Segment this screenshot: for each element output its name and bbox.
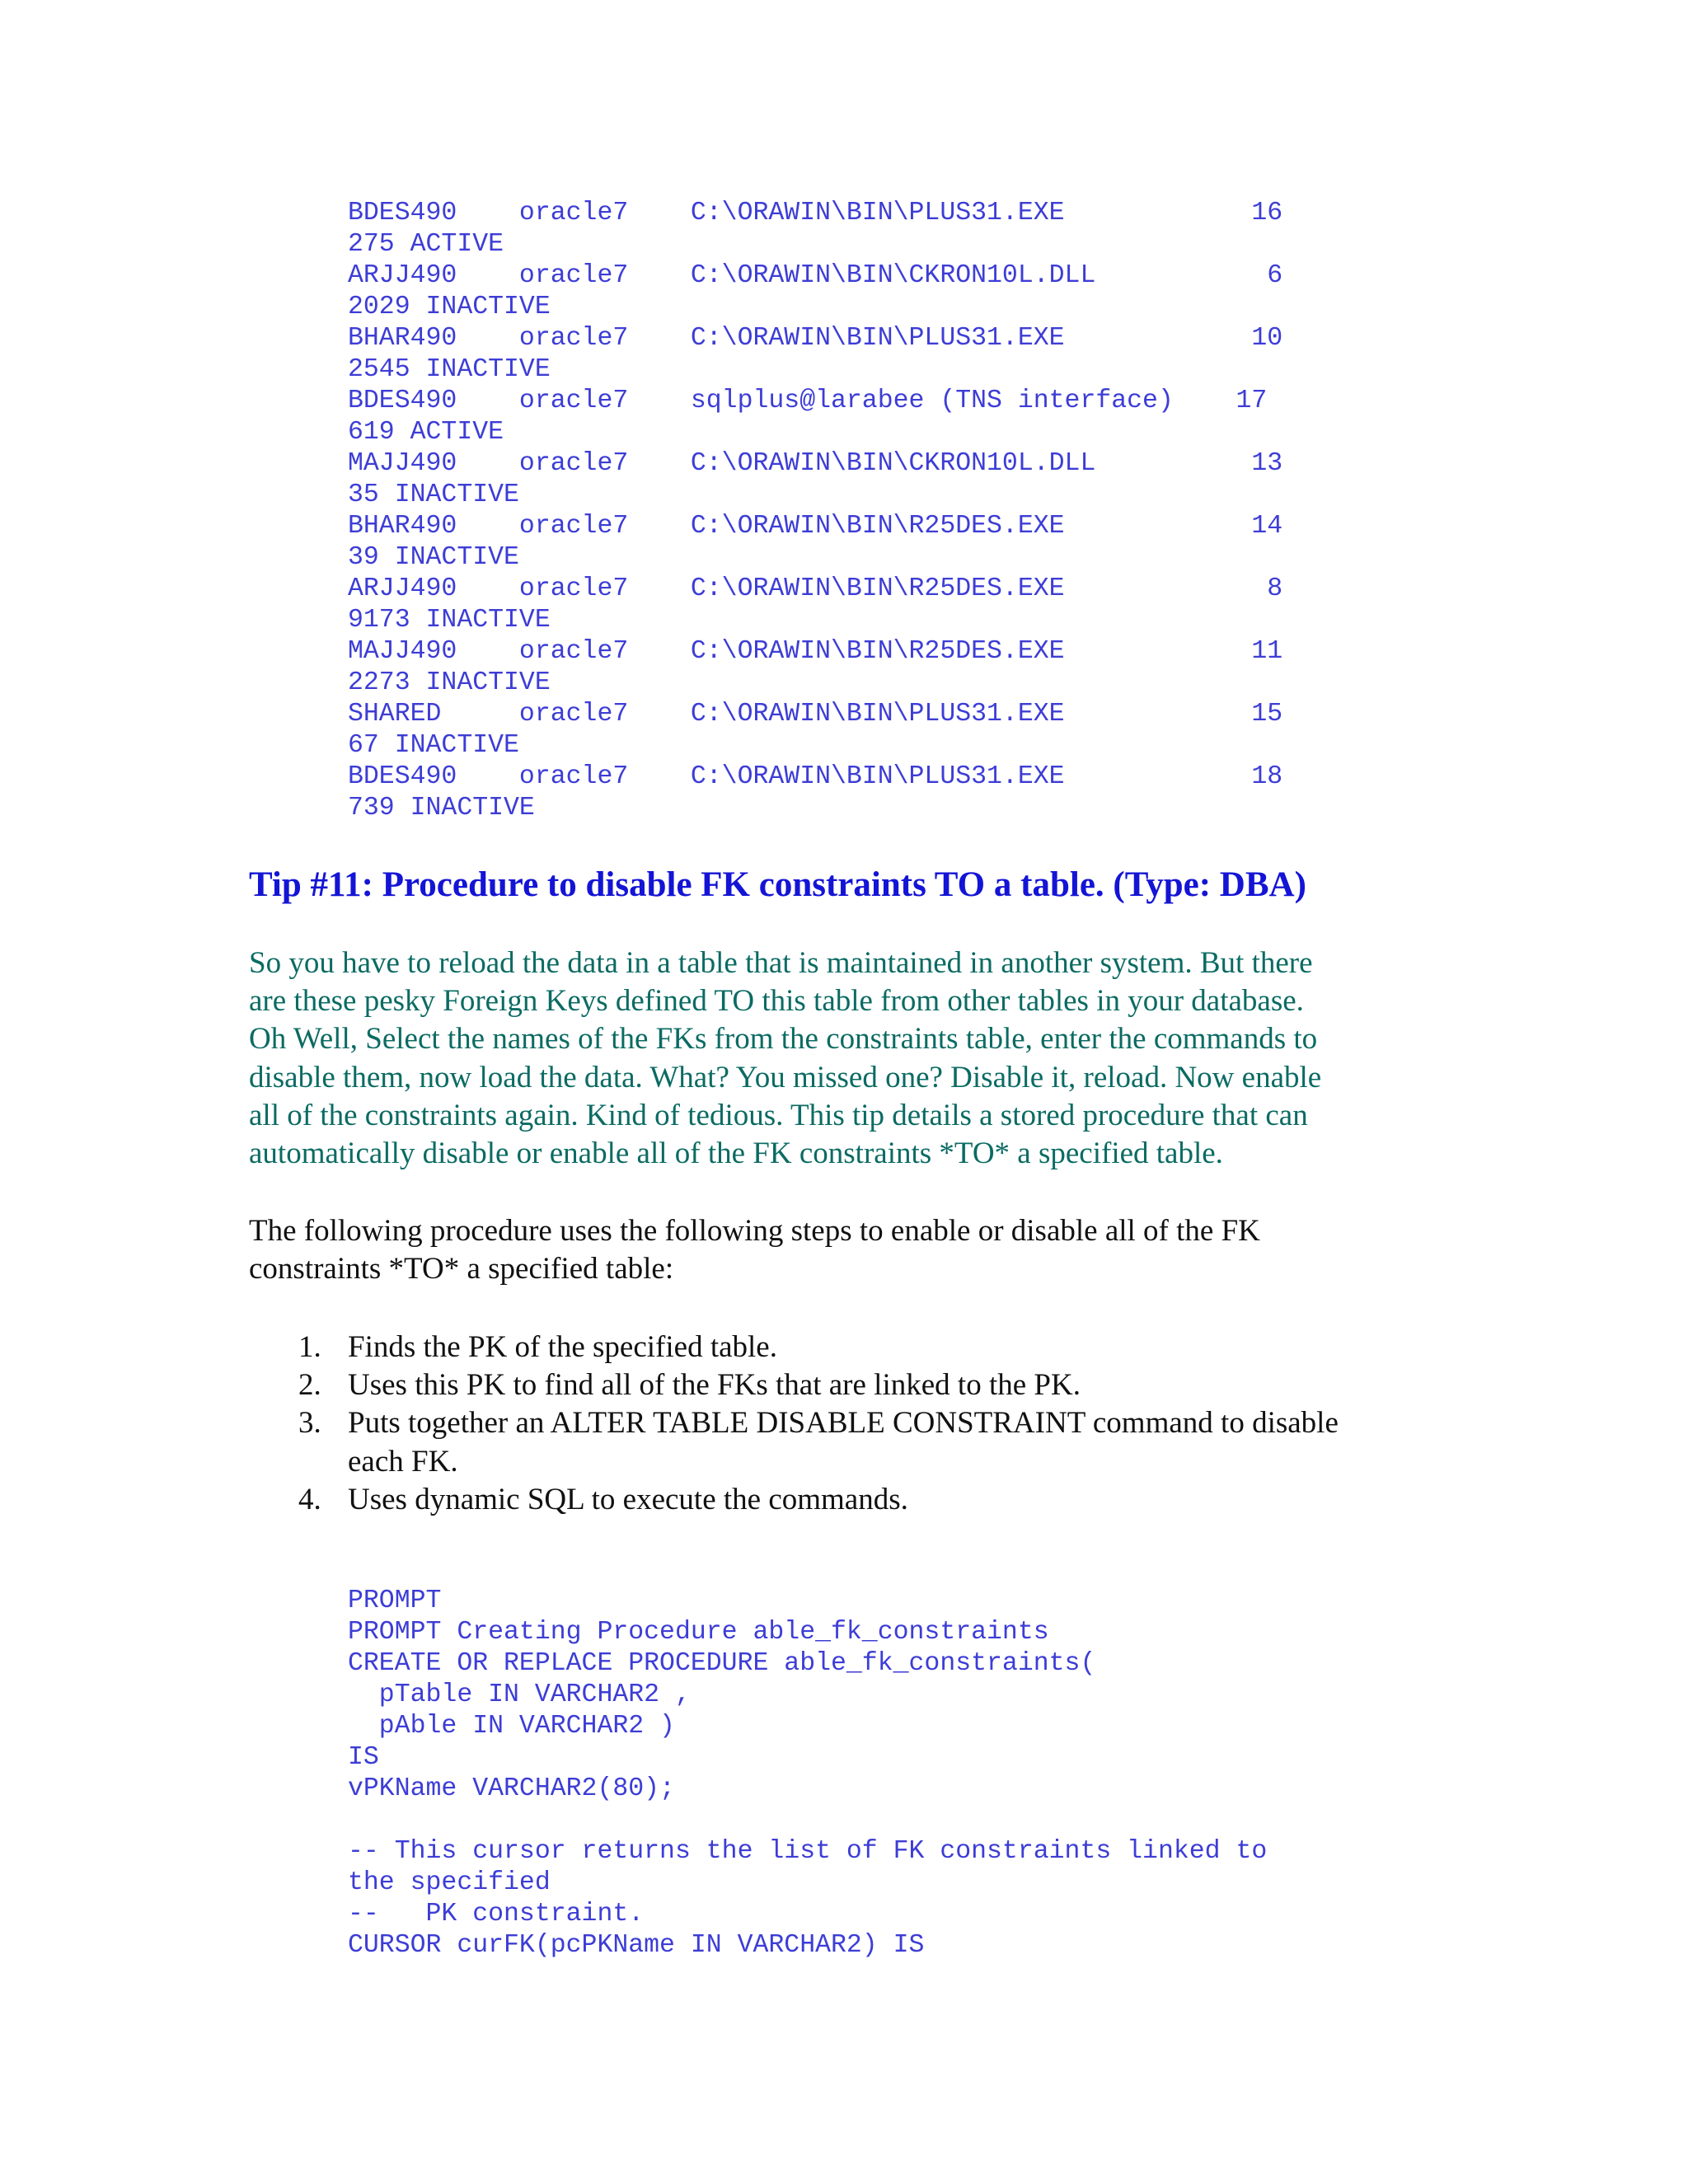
code-line: the specified bbox=[348, 1868, 551, 1897]
tip-heading: Tip #11: Procedure to disable FK constraints TO a table. (Type: DBA) bbox=[249, 865, 1306, 904]
code-line: SHARED oracle7 C:\ORAWIN\BIN\PLUS31.EXE 15 bbox=[348, 700, 1283, 729]
code-line: 2029 INACTIVE bbox=[348, 293, 551, 321]
step-number: 1. bbox=[298, 1330, 321, 1364]
code-line: -- PK constraint. bbox=[348, 1900, 645, 1929]
step-item bbox=[249, 1404, 1452, 1480]
procedure-intro-line: constraints *TO* a specified table: bbox=[249, 1252, 674, 1286]
code-line: -- This cursor returns the list of FK constraints linked to bbox=[348, 1837, 1268, 1866]
step-number: 2. bbox=[298, 1368, 321, 1403]
code-line: 35 INACTIVE bbox=[348, 480, 519, 509]
session-listing-code bbox=[348, 198, 1282, 824]
step-item bbox=[249, 1366, 1452, 1404]
tip-intro-paragraph bbox=[249, 944, 1452, 1173]
step-item bbox=[249, 1329, 1452, 1366]
intro-line: disable them, now load the data. What? You missed one? Disable it, reload. Now enable bbox=[249, 1060, 1322, 1094]
code-line: 2545 INACTIVE bbox=[348, 355, 551, 384]
intro-line: all of the constraints again. Kind of tedious. This tip details a stored procedure that can bbox=[249, 1098, 1308, 1132]
code-line: ARJJ490 oracle7 C:\ORAWIN\BIN\CKRON10L.DLL 6 bbox=[348, 261, 1283, 290]
intro-line: automatically disable or enable all of the FK constraints *TO* a specified table. bbox=[249, 1137, 1223, 1171]
code-line: 275 ACTIVE bbox=[348, 230, 504, 259]
step-number: 3. bbox=[298, 1406, 321, 1441]
code-line: BHAR490 oracle7 C:\ORAWIN\BIN\R25DES.EXE 14 bbox=[348, 512, 1283, 541]
code-line: ARJJ490 oracle7 C:\ORAWIN\BIN\R25DES.EXE 8 bbox=[348, 574, 1283, 603]
step-text: Finds the PK of the specified table. bbox=[348, 1330, 777, 1364]
code-line: BDES490 oracle7 C:\ORAWIN\BIN\PLUS31.EXE 16 bbox=[348, 199, 1283, 227]
code-line: BDES490 oracle7 sqlplus@larabee (TNS interface) 17 bbox=[348, 387, 1268, 415]
code-line: IS bbox=[348, 1743, 379, 1772]
code-line: CURSOR curFK(pcPKName IN VARCHAR2) IS bbox=[348, 1931, 925, 1960]
code-line: MAJJ490 oracle7 C:\ORAWIN\BIN\R25DES.EXE 11 bbox=[348, 637, 1283, 666]
procedure-intro-line: The following procedure uses the following steps to enable or disable all of the FK bbox=[249, 1214, 1260, 1248]
code-line: 9173 INACTIVE bbox=[348, 606, 551, 635]
steps-list bbox=[249, 1329, 1452, 1519]
code-line: CREATE OR REPLACE PROCEDURE able_fk_constraints( bbox=[348, 1649, 1096, 1678]
code-line: 619 ACTIVE bbox=[348, 418, 504, 447]
intro-line: Oh Well, Select the names of the FKs from the constraints table, enter the commands to bbox=[249, 1022, 1318, 1057]
code-line: 67 INACTIVE bbox=[348, 731, 519, 760]
step-text: Uses dynamic SQL to execute the commands. bbox=[348, 1482, 908, 1516]
step-number: 4. bbox=[298, 1482, 321, 1516]
intro-line: So you have to reload the data in a table that is maintained in another system. But there bbox=[249, 946, 1313, 980]
code-line: 739 INACTIVE bbox=[348, 794, 535, 823]
code-line: vPKName VARCHAR2(80); bbox=[348, 1774, 675, 1803]
intro-line: are these pesky Foreign Keys defined TO this table from other tables in your database. bbox=[249, 984, 1304, 1019]
step-text: each FK. bbox=[348, 1444, 458, 1479]
code-line: pTable IN VARCHAR2 , bbox=[348, 1680, 691, 1709]
procedure-source-code bbox=[348, 1586, 1267, 1961]
code-line: MAJJ490 oracle7 C:\ORAWIN\BIN\CKRON10L.DLL 13 bbox=[348, 449, 1283, 478]
code-line: BHAR490 oracle7 C:\ORAWIN\BIN\PLUS31.EXE 10 bbox=[348, 324, 1283, 353]
code-line: 39 INACTIVE bbox=[348, 543, 519, 572]
code-line: PROMPT Creating Procedure able_fk_constraints bbox=[348, 1618, 1049, 1647]
step-text: Puts together an ALTER TABLE DISABLE CONSTRAINT command to disable bbox=[348, 1406, 1339, 1441]
procedure-intro-paragraph bbox=[249, 1212, 1452, 1288]
code-line: 2273 INACTIVE bbox=[348, 668, 551, 697]
code-line: PROMPT bbox=[348, 1586, 442, 1615]
step-text: Uses this PK to find all of the FKs that are linked to the PK. bbox=[348, 1368, 1081, 1403]
code-line: pAble IN VARCHAR2 ) bbox=[348, 1712, 675, 1741]
code-line bbox=[348, 1805, 1267, 1836]
step-item bbox=[249, 1481, 1452, 1519]
code-line: BDES490 oracle7 C:\ORAWIN\BIN\PLUS31.EXE 18 bbox=[348, 762, 1283, 791]
